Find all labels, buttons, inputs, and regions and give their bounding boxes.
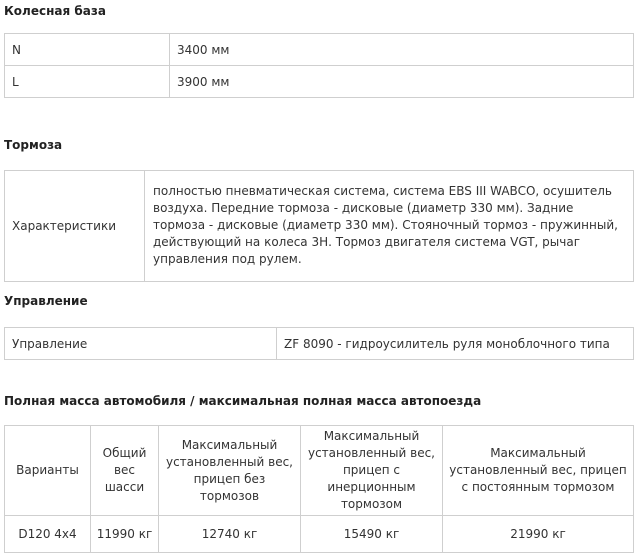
wheelbase-table	[4, 33, 634, 98]
brakes-heading: Тормоза	[4, 138, 63, 152]
cell-variant: D120 4x4	[5, 516, 91, 553]
wheelbase-value-n: 3400 мм	[170, 34, 634, 66]
wheelbase-key-l: L	[5, 66, 170, 98]
header-inertia-brake-trailer: Максимальный установленный вес, прицеп с инерционным тормозом	[301, 426, 443, 516]
table-row	[5, 328, 634, 360]
cell-unbraked-trailer: 12740 кг	[159, 516, 301, 553]
cell-inertia-brake-trailer: 15490 кг	[301, 516, 443, 553]
header-variants: Варианты	[5, 426, 91, 516]
steering-heading: Управление	[4, 294, 88, 308]
table-row	[5, 34, 634, 66]
table-row	[5, 516, 634, 553]
table-row	[5, 171, 634, 282]
brakes-key: Характеристики	[5, 171, 145, 282]
cell-continuous-brake-trailer: 21990 кг	[443, 516, 634, 553]
wheelbase-key-n: N	[5, 34, 170, 66]
table-header-row	[5, 426, 634, 516]
mass-table	[4, 425, 634, 553]
header-continuous-brake-trailer: Максимальный установленный вес, прицеп с постоянным тормозом	[443, 426, 634, 516]
brakes-table	[4, 170, 634, 282]
steering-key: Управление	[5, 328, 277, 360]
steering-value: ZF 8090 - гидроусилитель руля моноблочного типа	[277, 328, 634, 360]
steering-table	[4, 327, 634, 360]
header-chassis-weight: Общий вес шасси	[91, 426, 159, 516]
brakes-value: полностью пневматическая система, система EBS III WABCO, осушитель воздуха. Передние тормоза - дисковые (диаметр 330 мм). Задние тормоза - дисковые (диаметр 330 мм). Стояночный тормоз - пружинный, действующий на колеса 3Н. Тормоз двигателя система VGT, рычаг управления под рулем.	[145, 171, 634, 282]
wheelbase-value-l: 3900 мм	[170, 66, 634, 98]
wheelbase-heading: Колесная база	[4, 4, 106, 18]
mass-heading: Полная масса автомобиля / максимальная полная масса автопоезда	[4, 394, 482, 408]
table-row	[5, 66, 634, 98]
cell-chassis-weight: 11990 кг	[91, 516, 159, 553]
header-unbraked-trailer: Максимальный установленный вес, прицеп без тормозов	[159, 426, 301, 516]
